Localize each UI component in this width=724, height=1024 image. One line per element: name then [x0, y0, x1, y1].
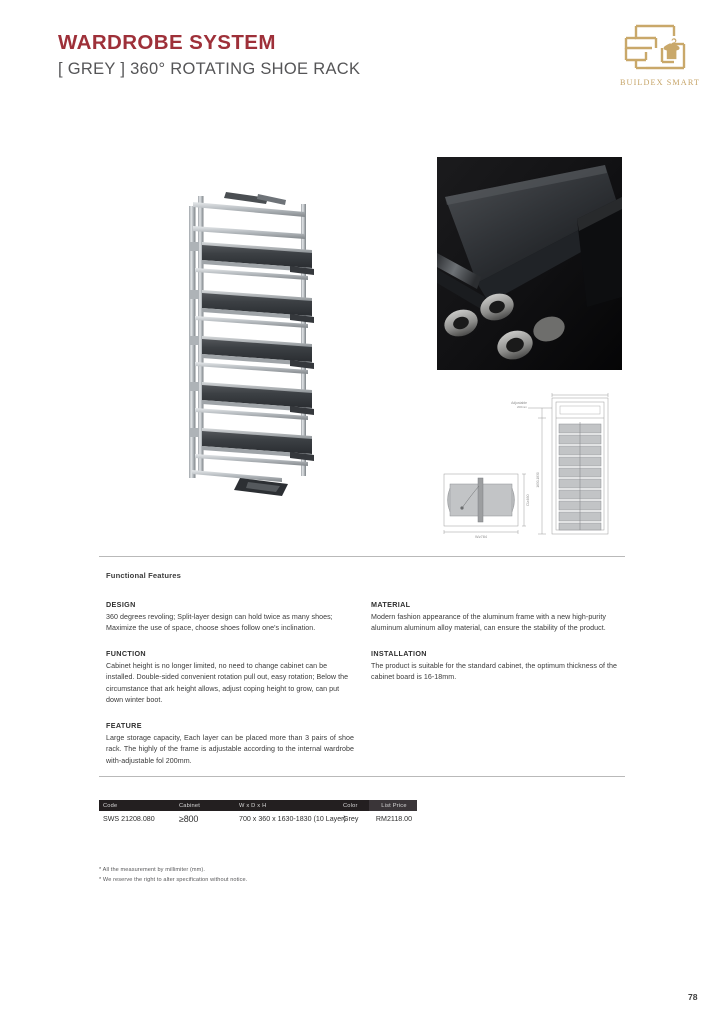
- table-header-row: [99, 800, 417, 811]
- label-depth: D≥460: [526, 494, 530, 506]
- feature-title: INSTALLATION: [371, 648, 427, 658]
- specification-table: [99, 800, 417, 827]
- divider-bottom: [99, 776, 625, 777]
- feature-body: The product is suitable for the standard cabinet, the optimum thickness of the cabinet board is 16-18mm.: [371, 661, 618, 682]
- cell-list-price: RM2118.00: [375, 815, 413, 823]
- page-number: 78: [688, 992, 698, 1002]
- feature-section-design: [106, 600, 354, 635]
- footnote-measurement: * All the measurement by millimiter (mm).: [99, 867, 206, 873]
- table-row: [99, 811, 417, 827]
- page-title: WARDROBE SYSTEM: [58, 31, 276, 54]
- logo-text: BUILDEX SMART: [620, 78, 700, 87]
- product-photo-detail: [437, 157, 622, 370]
- column-header-list-price: List Price: [369, 800, 417, 811]
- label-width: W≥784: [474, 535, 488, 539]
- footnote-disclaimer: * We reserve the right to alter specification without notice.: [99, 876, 248, 883]
- column-header-color: Color: [343, 802, 358, 809]
- product-photo-main: [162, 182, 342, 500]
- features-column-left: [106, 600, 354, 767]
- tray-closeup-illustration: [437, 157, 622, 370]
- feature-body: Modern fashion appearance of the aluminum frame with a new high-purity aluminum aluminum alloy material, can ensure the stability of the product.: [371, 613, 606, 633]
- divider-top: [99, 556, 625, 557]
- label-height: 1630-1830: [536, 472, 540, 488]
- features-column-right: [371, 600, 621, 684]
- footnotes: [99, 866, 247, 886]
- feature-title: MATERIAL: [371, 600, 411, 609]
- feature-body: Large storage capacity, Each layer can be placed more than 3 pairs of shoe rack. The highly of the frame is adjustable according to the internal wardrobe with-adjustable fol 200mm.: [106, 733, 354, 765]
- page-header: [0, 0, 724, 110]
- feature-title: FEATURE: [106, 720, 142, 730]
- feature-title: FUNCTION: [106, 648, 146, 658]
- cell-cabinet: ≥800: [179, 814, 199, 824]
- column-header-dimensions: W x D x H: [239, 802, 267, 809]
- functional-features-heading: Functional Features: [106, 571, 182, 580]
- cell-code: SWS 21208.080: [103, 815, 155, 823]
- logo-mark-icon: [612, 22, 708, 76]
- label-adjustable-value: 200mm: [516, 405, 527, 410]
- cell-dimensions: 700 x 360 x 1630-1830 (10 Layer): [239, 815, 346, 823]
- feature-section-material: [371, 600, 621, 635]
- feature-section-feature: [106, 721, 354, 767]
- feature-body: Cabinet height is no longer limited, no need to change cabinet can be installed. Double-sided convenient rotation pull out, easy rotation; Below the circumstance that ark height allows, adjust coping height to grow, can put down winter boot.: [106, 661, 349, 705]
- shoe-rack-illustration: [162, 182, 342, 500]
- brand-logo: [612, 22, 708, 96]
- feature-section-function: [106, 649, 354, 707]
- label-adjustable: Adjustable: [511, 401, 527, 405]
- title-block: [58, 32, 360, 79]
- technical-drawing: [432, 392, 624, 540]
- dimension-drawing-icon: [432, 392, 624, 540]
- cell-color: Grey: [343, 815, 359, 823]
- column-header-cabinet: Cabinet: [179, 802, 201, 809]
- page-subtitle: [ GREY ] 360° ROTATING SHOE RACK: [58, 59, 361, 78]
- feature-body: 360 degrees revoling; Split-layer design can hold twice as many shoes; Maximize the use of space, choose shoes follow one's inclination.: [106, 613, 333, 633]
- feature-title: DESIGN: [106, 600, 136, 609]
- column-header-code: Code: [103, 802, 118, 809]
- feature-section-installation: [371, 649, 621, 684]
